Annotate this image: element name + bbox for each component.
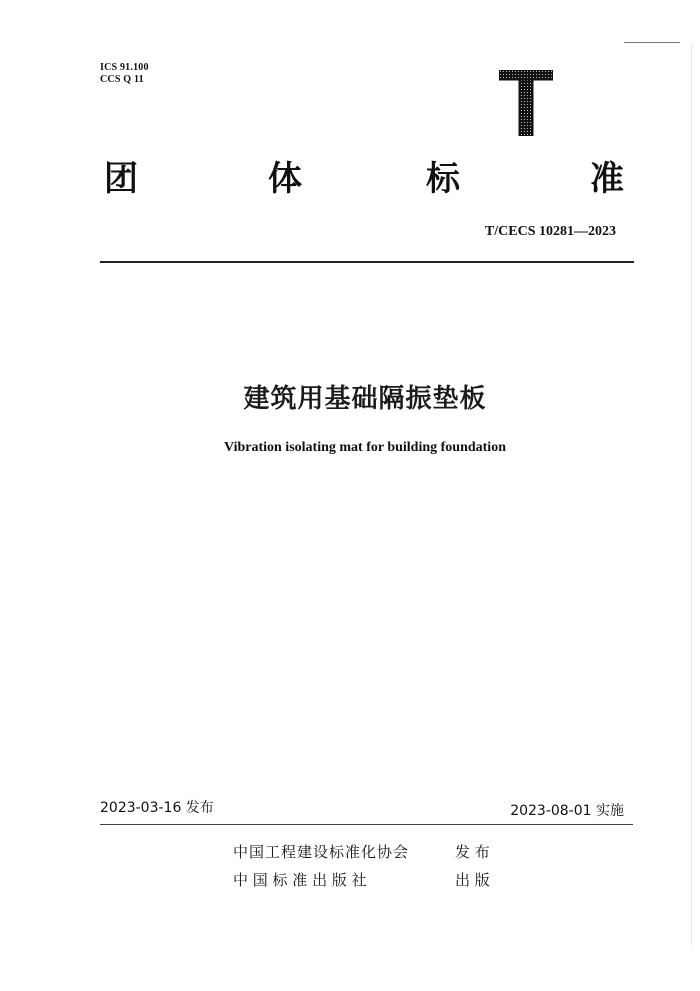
- ccs-code: CCS Q 11: [100, 74, 144, 85]
- publisher-row-association: [233, 838, 513, 866]
- press-name: 中 国 标 准 出 版 社: [233, 871, 367, 889]
- t-logo: [499, 70, 553, 136]
- implementation-date: 2023-08-01 实施: [510, 803, 624, 819]
- title-char-zhun: 准: [590, 159, 624, 199]
- scan-edge-line: [624, 42, 680, 43]
- classification-codes: [100, 62, 149, 86]
- document-title-cn: 建筑用基础隔振垫板: [243, 384, 487, 414]
- publisher-row-press: [233, 866, 513, 894]
- press-action: 出 版: [455, 871, 490, 889]
- title-char-tuan: 团: [104, 159, 138, 199]
- title-char-ti: 体: [268, 159, 302, 199]
- publisher-action: 发 布: [455, 843, 490, 861]
- ics-code: ICS 91.100: [100, 62, 149, 73]
- top-divider: [100, 261, 634, 263]
- publisher-block: [233, 838, 513, 894]
- bottom-divider: [100, 824, 633, 825]
- issue-date: 2023-03-16 发布: [100, 800, 214, 816]
- group-standard-title: [104, 158, 624, 200]
- title-char-biao: 标: [426, 159, 460, 199]
- publisher-name: 中国工程建设标准化协会: [233, 843, 410, 861]
- standard-number: T/CECS 10281—2023: [484, 224, 616, 239]
- document-title-en: Vibration isolating mat for building foundation: [223, 440, 506, 455]
- scan-edge-shadow: [691, 45, 692, 945]
